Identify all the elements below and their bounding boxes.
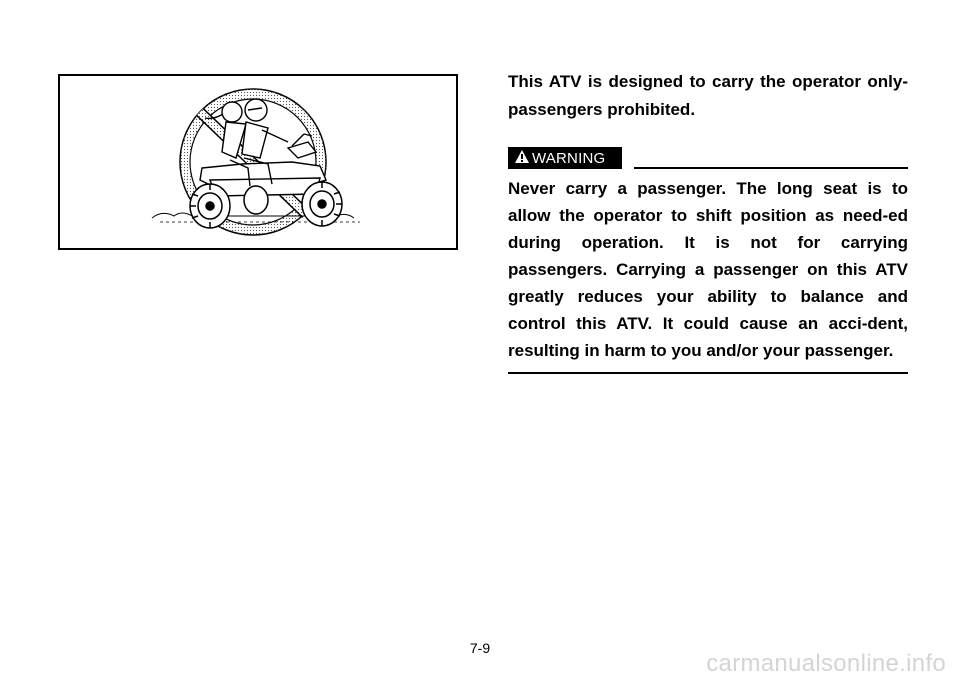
page-number: 7-9 [469,640,491,656]
no-passenger-atv-illustration [60,76,456,248]
warning-rule [634,167,908,169]
warning-badge [508,147,622,169]
intro-text: This ATV is designed to carry the operator only-passengers prohibited. [508,72,908,119]
watermark: carmanualsonline.info [706,650,946,677]
warning-triangle-icon [514,149,530,168]
warning-end-rule [508,372,908,374]
warning-body: Never carry a passenger. The long seat is to allow the operator to shift position as need-ed during operation. It is not for carrying passengers. Carrying a passenger on this ATV greatly reduces your ability to balance and control this ATV. It could cause an acci-dent, resulting in harm to you and/or your passenger. [508,179,908,360]
warning-header [508,147,908,171]
illustration-frame [58,74,458,250]
warning-label: WARNING [532,149,606,167]
